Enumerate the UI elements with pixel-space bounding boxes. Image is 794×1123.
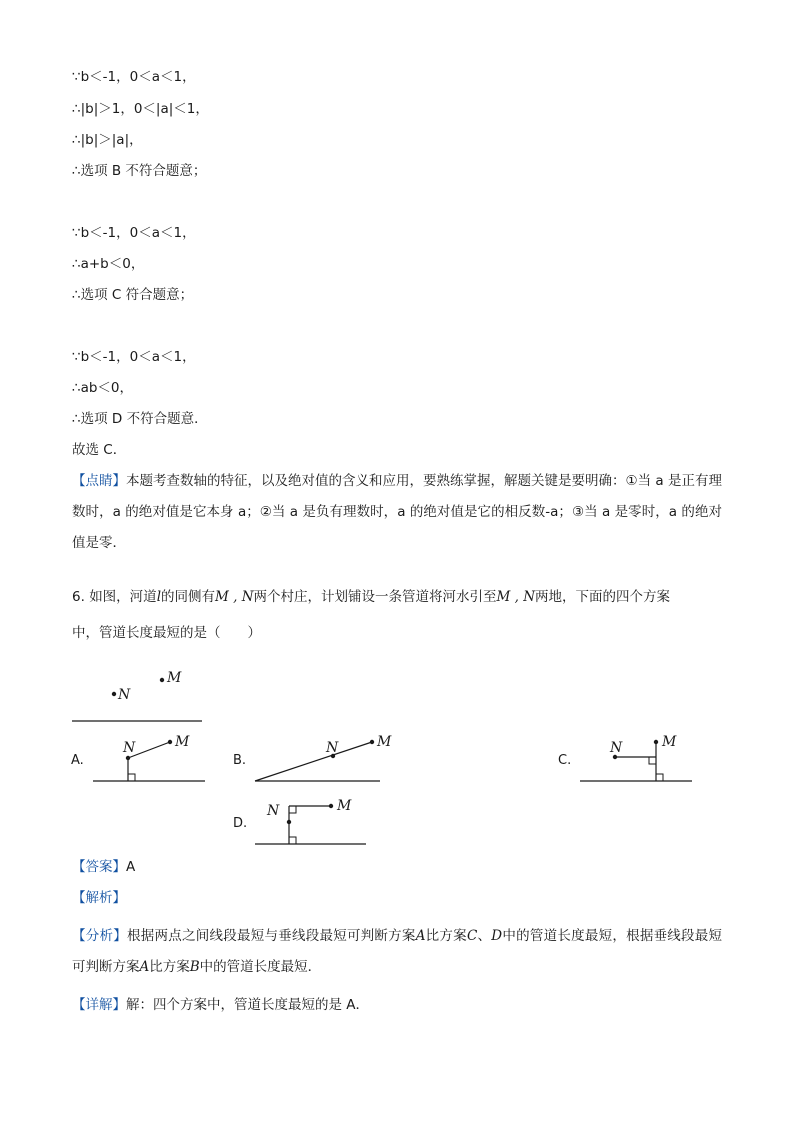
right-angle-mark — [289, 806, 296, 813]
villages-label: M , N — [215, 589, 254, 605]
fenxi-paragraph — [72, 921, 722, 983]
fenxi-text: 中的管道长度最短． — [199, 959, 322, 975]
right-angle-mark — [289, 837, 296, 844]
answer-value: A — [126, 859, 136, 875]
question-text: 两个村庄，计划铺设一条管道将河水引至 — [253, 589, 497, 605]
solution-line: ∴选项 B 不符合题意； — [72, 163, 207, 179]
question-text: 两地，下面的四个方案 — [535, 589, 671, 605]
label-N: N — [326, 740, 339, 756]
solution-line: ∴a+b＜0， — [72, 256, 145, 272]
pipe-segment — [255, 742, 372, 781]
option-ref: C — [466, 928, 478, 944]
fenxi-label: 【分析】 — [72, 928, 127, 944]
solution-line: ∵b＜-1，0＜a＜1， — [72, 225, 196, 241]
villages-label: M , N — [496, 589, 536, 605]
river-label: l — [156, 589, 162, 605]
label-M: M — [337, 798, 352, 814]
fenxi-text: 中的管道长度最短，根据垂线段最短可判断方案 — [72, 928, 723, 975]
point-M — [329, 804, 333, 808]
option-b-label: B. — [233, 753, 247, 768]
question-number: 6. — [72, 589, 85, 605]
option-ref: D — [491, 928, 503, 944]
answer-line — [72, 858, 135, 876]
dianjing-text: 本题考查数轴的特征，以及绝对值的含义和应用，要熟练掌握，解题关键是要明确：①当 a 是正有理数时，a 的绝对值是它本身 a；②当 a 是负有理数时，a 的绝对值是它的相反数-a；③当 a 是零时，a 的绝对值是零． — [72, 473, 723, 551]
solution-line: ∴|b|＞1，0＜|a|＜1， — [72, 101, 209, 117]
label-M: M — [662, 734, 677, 750]
option-c-figure — [558, 734, 692, 781]
point-M — [168, 740, 172, 744]
fenxi-text: 根据两点之间线段最短与垂线段最短可判断方案 — [127, 928, 416, 944]
solution-line: ∴ab＜0， — [72, 380, 134, 396]
analysis-label: 【解析】 — [72, 890, 126, 906]
solution-line: ∵b＜-1，0＜a＜1， — [72, 69, 196, 85]
label-N: N — [610, 740, 623, 756]
option-ref: A — [415, 928, 426, 944]
right-angle-mark — [649, 757, 656, 764]
label-N: N — [118, 687, 131, 703]
option-ref: A — [139, 959, 150, 975]
question-text: 如图，河道 — [89, 589, 157, 605]
xiangjie-line — [72, 996, 369, 1014]
point-N — [112, 692, 116, 696]
main-figure — [72, 670, 202, 721]
label-N: N — [267, 803, 280, 819]
option-b-figure — [233, 734, 392, 781]
solution-line: ∵b＜-1，0＜a＜1， — [72, 349, 196, 365]
dianjing-label: 【点睛】 — [72, 473, 127, 489]
question-text: 的同侧有 — [161, 589, 216, 605]
option-a-figure — [71, 734, 205, 781]
solution-line: ∴选项 C 符合题意； — [72, 287, 194, 303]
solution-line: ∴|b|＞|a|， — [72, 132, 143, 148]
fenxi-text: 比方案 — [425, 928, 467, 944]
analysis-header — [72, 889, 126, 907]
xiangjie-text: 解：四个方案中，管道长度最短的是 A． — [126, 997, 370, 1013]
point-M — [654, 740, 658, 744]
point-N — [126, 756, 130, 760]
right-angle-mark — [656, 774, 663, 781]
label-M: M — [377, 734, 392, 750]
right-angle-mark — [128, 774, 135, 781]
question-stem-line2: 中，管道长度最短的是（ ） — [72, 625, 261, 641]
answer-label: 【答案】 — [72, 859, 126, 875]
point-N — [287, 820, 291, 824]
option-ref: B — [189, 959, 200, 975]
option-d-figure — [233, 798, 366, 844]
fenxi-text: 比方案 — [149, 959, 190, 975]
fenxi-text: 、 — [477, 928, 492, 944]
solution-line: 故选 C． — [72, 442, 127, 458]
option-c-label: C. — [558, 753, 572, 768]
xiangjie-label: 【详解】 — [72, 997, 126, 1013]
label-M: M — [175, 734, 190, 750]
point-M — [370, 740, 374, 744]
solution-line: ∴选项 D 不符合题意． — [72, 411, 208, 427]
label-M: M — [167, 670, 182, 686]
point-M — [160, 678, 164, 682]
option-a-label: A. — [71, 753, 84, 768]
label-N: N — [123, 740, 136, 756]
option-d-label: D. — [233, 816, 248, 831]
